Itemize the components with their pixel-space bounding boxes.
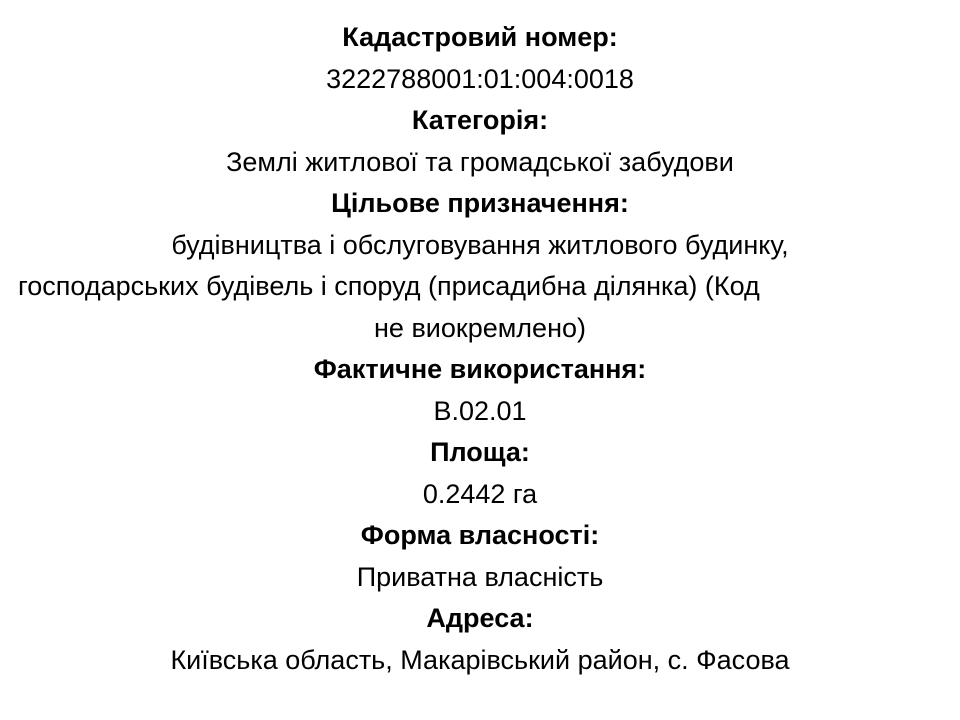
purpose-value <box>0 225 960 350</box>
address-value: Київська область, Макарівський район, с. Фасова <box>170 644 790 675</box>
cadastral-number-label: Кадастровий номер: <box>342 22 618 52</box>
purpose-value-line: не виокремлено) <box>374 312 586 343</box>
category-label: Категорія: <box>411 105 549 135</box>
purpose-value-line: будівництва і обслуговування житлового будинку, <box>171 229 789 260</box>
purpose-label: Цільове призначення: <box>331 188 629 218</box>
parcel-info-card <box>0 17 960 681</box>
ownership-value: Приватна власність <box>356 561 604 592</box>
actual-use-label: Фактичне використання: <box>313 354 647 384</box>
area-label: Площа: <box>430 437 530 467</box>
area-value: 0.2442 га <box>422 478 538 509</box>
purpose-value-line: господарських будівель і споруд (присадибна ділянка) (Код <box>18 271 760 301</box>
cadastral-number-value: 3222788001:01:004:0018 <box>326 63 634 94</box>
address-label: Адреса: <box>426 603 534 633</box>
actual-use-value: В.02.01 <box>433 395 527 426</box>
ownership-label: Форма власності: <box>360 520 600 550</box>
category-value: Землі житлової та громадської забудови <box>226 146 734 177</box>
